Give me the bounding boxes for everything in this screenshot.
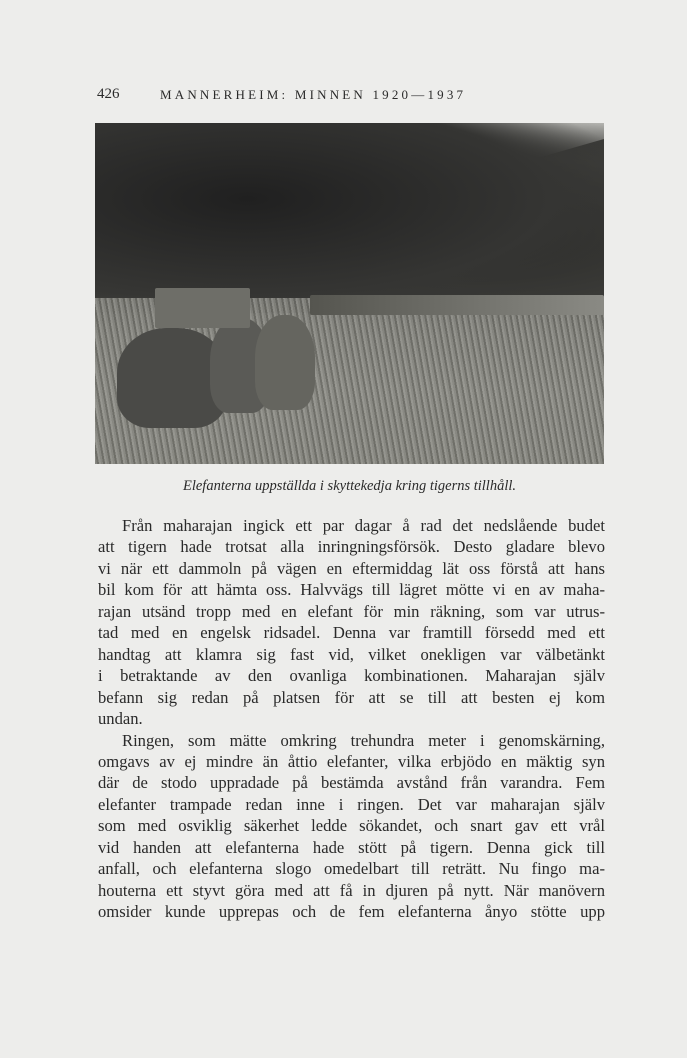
text-line: omsider kunde upprepas och de fem elefanterna ånyo stötte upp	[98, 902, 605, 922]
text-line: vid handen att elefanterna hade stött på tigern. Denna gick till	[98, 837, 605, 857]
text-line: som med osviklig säkerhet ledde sökandet, och snart gav ett vrål	[98, 816, 605, 836]
elephant-line-photograph	[95, 123, 604, 464]
photo-howdah	[155, 288, 250, 328]
text-line: Ringen, som mätte omkring trehundra meter i genomskärning,	[122, 730, 605, 750]
text-line: där de stodo uppradade på bestämda avstånd från varandra. Fem	[98, 773, 605, 793]
text-line: bil kom för att hämta oss. Halvvägs till lägret mötte vi en av maha-	[98, 580, 605, 600]
text-line: rajan utsänd tropp med en elefant för min räkning, som var utrus-	[98, 601, 605, 621]
body-text	[98, 515, 605, 923]
text-line: omgavs av ej mindre än åttio elefanter, vilka erbjödo en mäktig syn	[98, 751, 605, 771]
running-header	[97, 86, 607, 110]
text-line: handtag att klamra sig fast vid, vilket onekligen var välbetänkt	[98, 644, 605, 664]
text-line: Från maharajan ingick ett par dagar å rad det nedslående budet	[122, 516, 605, 535]
photo-forest	[95, 123, 604, 313]
text-line: elefanter trampade redan inne i ringen. Det var maharajan själv	[98, 794, 605, 814]
text-line: vi när ett dammoln på vägen en eftermiddag lät oss förstå att hans	[98, 558, 605, 578]
running-title: MANNERHEIM: MINNEN 1920—1937	[160, 87, 467, 102]
text-line: anfall, och elefanterna slogo omedelbart till reträtt. Nu fingo ma-	[98, 859, 605, 879]
photo-elephant-row	[310, 295, 604, 315]
text-line: houterna ett styvt göra med att få in djuren på nytt. När manövern	[98, 880, 605, 900]
figure-caption: Elefanterna uppställda i skyttekedja kring tigerns tillhåll.	[182, 478, 517, 494]
photo-elephant	[255, 315, 315, 410]
text-line: i betraktande av den ovanliga kombinationen. Maharajan själv	[98, 666, 605, 686]
text-line: att tigern hade trotsat alla inringningsförsök. Desto gladare blevo	[98, 537, 605, 557]
page-number: 426	[97, 86, 120, 102]
text-line: undan.	[98, 709, 143, 729]
text-line: tad med en engelsk ridsadel. Denna var framtill försedd med ett	[98, 623, 605, 643]
text-line: befann sig redan på platsen för att se till att besten ej kom	[98, 687, 605, 707]
